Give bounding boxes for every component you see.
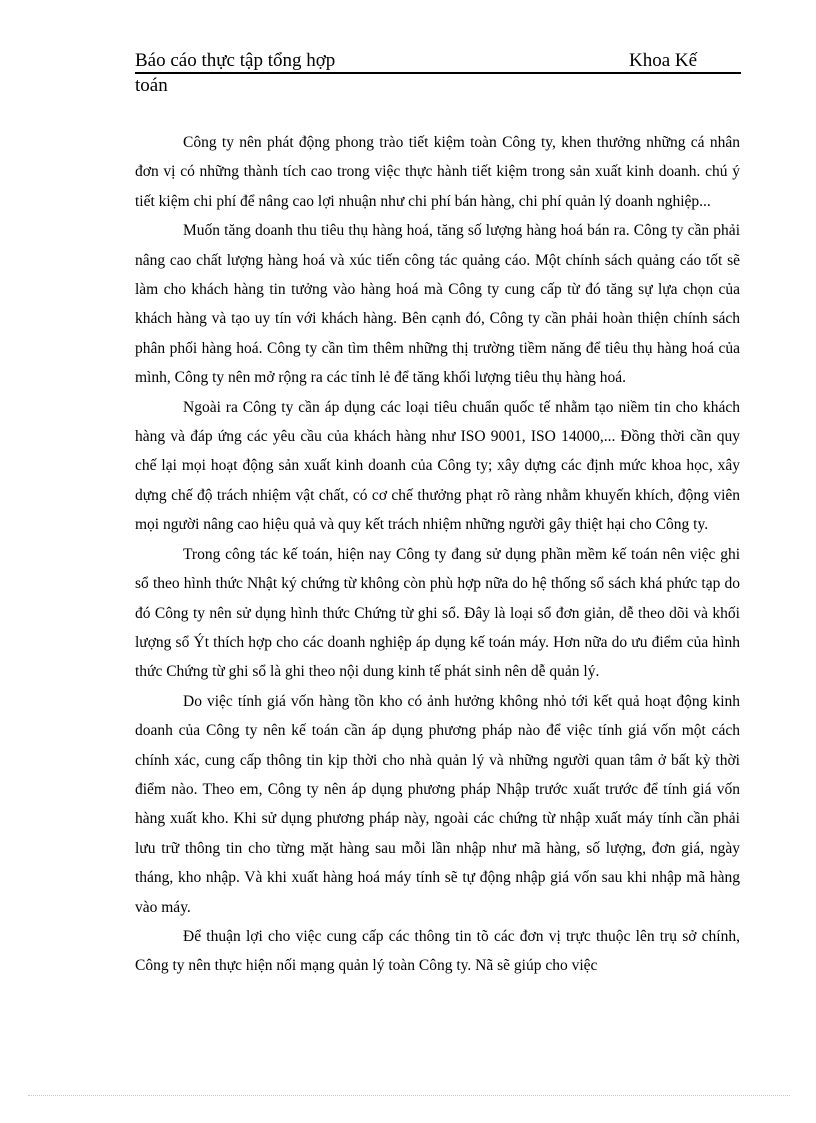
- paragraph: Muốn tăng doanh thu tiêu thụ hàng hoá, tăng số lượng hàng hoá bán ra. Công ty cần phải nâng cao chất lượng hàng hoá và xúc tiến công tác quảng cáo. Một chính sách quảng cáo tốt sẽ làm cho khách hàng tin tưởng vào hàng hoá mà Công ty cung cấp từ đó tăng sự lựa chọn của khách hàng và tạo uy tín với khách hàng. Bên cạnh đó, Công ty cần phải hoàn thiện chính sách phân phối hàng hoá. Công ty cần tìm thêm những thị trường tiềm năng để tiêu thụ hàng hoá của mình, Công ty nên mở rộng ra các tỉnh lẻ để tăng khối lượng tiêu thụ hàng hoá.: [135, 222, 740, 387]
- report-title: Báo cáo thực tập tổng hợp: [135, 50, 336, 71]
- paragraph: Để thuận lợi cho việc cung cấp các thông tin tõ các đơn vị trực thuộc lên trụ sở chính, Công ty nên thực hiện nối mạng quản lý toàn Công ty. Nã sẽ giúp cho việc: [135, 927, 740, 975]
- paragraph: Trong công tác kế toán, hiện nay Công ty đang sử dụng phần mềm kế toán nên việc ghi sổ theo hình thức Nhật ký chứng từ không còn phù hợp nữa do hệ thống sổ sách khá phức tạp do đó Công ty nên sử dụng hình thức Chứng từ ghi sổ. Đây là loại sổ đơn giản, dễ theo dõi và khối lượng sổ Ýt thích hợp cho các doanh nghiệp áp dụng kế toán máy. Hơn nữa do ưu điểm của hình thức Chứng từ ghi sổ là ghi theo nội dung kinh tế phát sinh nên dễ quản lý.: [135, 545, 740, 681]
- department-name: Khoa Kế: [629, 50, 698, 71]
- paragraph: Công ty nên phát động phong trào tiết kiệm toàn Công ty, khen thưởng những cá nhân đơn vị có những thành tích cao trong việc thực hành tiết kiệm trong sản xuất kinh doanh. chú ý tiết kiệm chi phí để nâng cao lợi nhuận như chi phí bán hàng, chi phí quản lý doanh nghiệp...: [135, 134, 740, 210]
- paragraph: Ngoài ra Công ty cần áp dụng các loại tiêu chuẩn quốc tế nhằm tạo niềm tin cho khách hàng và đáp ứng các yêu cầu của khách hàng như ISO 9001, ISO 14000,... Đồng thời cần quy chế lại mọi hoạt động sản xuất kinh doanh của Công ty; xây dựng các định mức khoa học, xây dựng chế độ trách nhiệm vật chất, có cơ chế thưởng phạt rõ ràng nhằm khuyến khích, động viên mọi người nâng cao hiệu quả và quy kết trách nhiệm những người gây thiệt hại cho Công ty.: [135, 398, 740, 534]
- paragraph: Do việc tính giá vốn hàng tồn kho có ảnh hưởng không nhỏ tới kết quả hoạt động kinh doanh của Công ty nên kế toán cần áp dụng phương pháp nào để việc tính giá vốn một cách chính xác, cung cấp thông tin kịp thời cho nhà quản lý và những người quan tâm ở bất kỳ thời điểm nào. Theo em, Công ty nên áp dụng phương pháp Nhập trước xuất trước để tính giá vốn hàng xuất kho. Khi sử dụng phương pháp này, ngoài các chứng từ nhập xuất máy tính cần phải lưu trữ thông tin cho từng mặt hàng sau mỗi lần nhập như mã hàng, số lượng, đơn giá, ngày tháng, kho nhập. Và khi xuất hàng hoá máy tính sẽ tự động nhập giá vốn sau khi nhập mã hàng vào máy.: [135, 692, 740, 916]
- document-body: [135, 128, 740, 981]
- page-header: [135, 50, 741, 74]
- page-bottom-rule: [28, 1095, 790, 1096]
- department-name-continuation: toán: [135, 75, 168, 96]
